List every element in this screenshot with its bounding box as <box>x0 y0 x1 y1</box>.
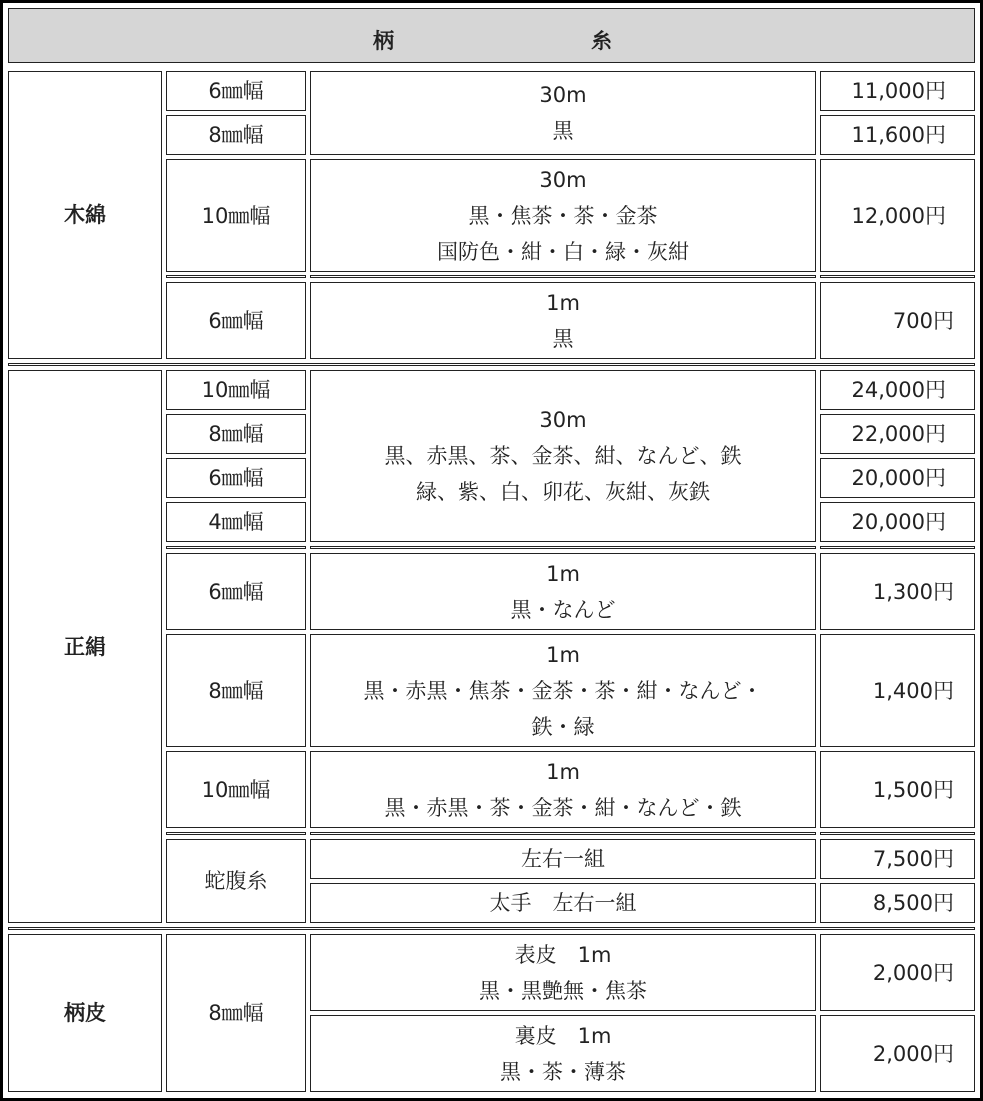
width-cell: 6㎜幅 <box>166 553 306 630</box>
width-cell: 6㎜幅 <box>166 282 306 359</box>
category-tsukagawa: 柄皮 <box>8 934 162 1092</box>
row-divider <box>310 275 816 278</box>
row-divider <box>310 832 816 835</box>
price-cell: 8,500円 <box>820 883 975 923</box>
description-cell: 1m 黒 <box>310 282 816 359</box>
width-cell: 4㎜幅 <box>166 502 306 542</box>
width-cell: 8㎜幅 <box>166 414 306 454</box>
width-cell-jabara: 蛇腹糸 <box>166 839 306 923</box>
price-cell: 11,000円 <box>820 71 975 111</box>
width-cell: 8㎜幅 <box>166 634 306 747</box>
price-cell: 20,000円 <box>820 502 975 542</box>
section-divider <box>8 363 975 366</box>
description-cell: 1m 黒・赤黒・焦茶・金茶・茶・紺・なんど・ 鉄・緑 <box>310 634 816 747</box>
description-cell: 30m 黒、赤黒、茶、金茶、紺、なんど、鉄 緑、紫、白、卯花、灰紺、灰鉄 <box>310 370 816 542</box>
description-cell: 表皮 1m 黒・黒艶無・焦茶 <box>310 934 816 1011</box>
description-cell: 左右一組 <box>310 839 816 879</box>
width-cell: 6㎜幅 <box>166 71 306 111</box>
section-divider <box>8 927 975 930</box>
category-momen: 木綿 <box>8 71 162 359</box>
width-cell: 8㎜幅 <box>166 934 306 1092</box>
width-cell: 10㎜幅 <box>166 159 306 272</box>
price-cell: 1,500円 <box>820 751 975 828</box>
price-cell: 7,500円 <box>820 839 975 879</box>
description-cell: 太手 左右一組 <box>310 883 816 923</box>
row-divider <box>310 546 816 549</box>
row-divider <box>820 275 975 278</box>
price-cell: 1,300円 <box>820 553 975 630</box>
price-cell: 2,000円 <box>820 934 975 1011</box>
header-label-tsuka: 柄 <box>373 29 394 53</box>
price-cell: 700円 <box>820 282 975 359</box>
price-table <box>3 3 980 1098</box>
price-cell: 1,400円 <box>820 634 975 747</box>
row-divider <box>820 832 975 835</box>
width-cell: 6㎜幅 <box>166 458 306 498</box>
price-cell: 24,000円 <box>820 370 975 410</box>
description-cell: 1m 黒・赤黒・茶・金茶・紺・なんど・鉄 <box>310 751 816 828</box>
row-divider <box>820 546 975 549</box>
row-divider <box>166 832 306 835</box>
price-cell: 22,000円 <box>820 414 975 454</box>
price-cell: 12,000円 <box>820 159 975 272</box>
table-header <box>8 8 975 63</box>
width-cell: 10㎜幅 <box>166 751 306 828</box>
header-label-ito: 糸 <box>591 29 612 53</box>
category-shoken: 正絹 <box>8 370 162 923</box>
width-cell: 8㎜幅 <box>166 115 306 155</box>
description-cell: 30m 黒 <box>310 71 816 155</box>
width-cell: 10㎜幅 <box>166 370 306 410</box>
description-cell: 裏皮 1m 黒・茶・薄茶 <box>310 1015 816 1092</box>
row-divider <box>166 275 306 278</box>
price-cell: 2,000円 <box>820 1015 975 1092</box>
row-divider <box>166 546 306 549</box>
description-cell: 1m 黒・なんど <box>310 553 816 630</box>
price-cell: 11,600円 <box>820 115 975 155</box>
description-cell: 30m 黒・焦茶・茶・金茶 国防色・紺・白・緑・灰紺 <box>310 159 816 272</box>
price-cell: 20,000円 <box>820 458 975 498</box>
